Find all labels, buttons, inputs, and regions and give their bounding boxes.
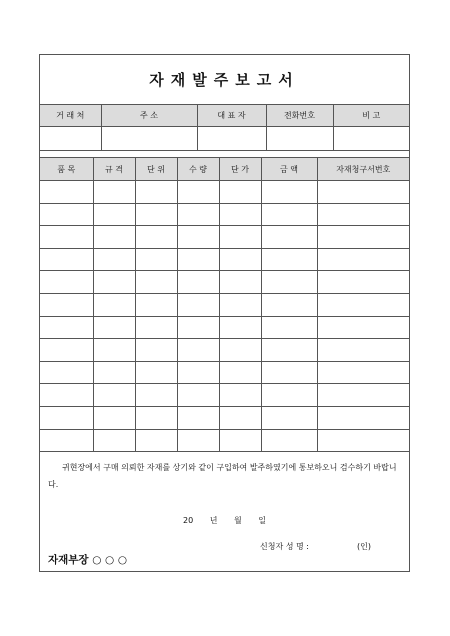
item-cell[interactable] [40,271,93,294]
item-cell[interactable] [219,429,261,452]
item-cell[interactable] [135,248,177,271]
item-cell[interactable] [177,361,219,384]
table-row [40,384,409,407]
table-row [40,339,409,362]
item-cell[interactable] [219,293,261,316]
phone-header-cell: 전화번호 [266,105,333,127]
item-cell[interactable] [261,293,317,316]
materials-chief-label: 자재부장 ○ ○ ○ [48,554,128,566]
item-cell[interactable] [219,339,261,362]
item-cell[interactable] [135,271,177,294]
item-cell[interactable] [317,429,409,452]
item-cell[interactable] [317,339,409,362]
item-cell[interactable] [177,226,219,249]
table-row [40,429,409,452]
item-cell[interactable] [219,248,261,271]
item-cell[interactable] [261,248,317,271]
table-row [40,361,409,384]
representative-header-cell: 대 표 자 [197,105,266,127]
spec-header-cell: 규 격 [93,158,135,181]
item-cell[interactable] [261,384,317,407]
item-cell[interactable] [177,384,219,407]
item-cell[interactable] [177,181,219,204]
vendor-table [40,105,409,151]
table-row [40,248,409,271]
vendor-header-cell: 거 래 처 [40,105,101,127]
item-cell[interactable] [177,248,219,271]
item-cell[interactable] [40,316,93,339]
item-cell[interactable] [93,316,135,339]
table-row [40,203,409,226]
remarks-header-cell: 비 고 [333,105,409,127]
item-cell[interactable] [93,406,135,429]
date-line: 20 년 월 일 [183,516,266,525]
item-cell[interactable] [219,406,261,429]
unit-price-header-cell: 단 가 [219,158,261,181]
item-cell[interactable] [135,339,177,362]
item-cell[interactable] [135,226,177,249]
page-title: 자재발주보고서 [40,55,409,105]
item-cell[interactable] [93,203,135,226]
table-row [40,271,409,294]
remarks-value-cell[interactable] [333,127,409,151]
item-cell[interactable] [261,429,317,452]
item-cell[interactable] [261,181,317,204]
item-cell[interactable] [317,181,409,204]
item-cell[interactable] [177,293,219,316]
item-cell[interactable] [40,203,93,226]
item-cell[interactable] [219,226,261,249]
item-cell[interactable] [135,384,177,407]
item-cell[interactable] [93,384,135,407]
item-cell[interactable] [93,429,135,452]
item-cell[interactable] [219,181,261,204]
item-cell[interactable] [93,271,135,294]
unit-header-cell: 단 위 [135,158,177,181]
item-cell[interactable] [261,361,317,384]
representative-value-cell[interactable] [197,127,266,151]
vendor-value-cell[interactable] [40,127,101,151]
item-cell[interactable] [177,406,219,429]
item-cell[interactable] [177,429,219,452]
item-cell[interactable] [317,361,409,384]
signer-line [260,541,371,552]
items-header-row [40,158,409,181]
item-cell[interactable] [135,361,177,384]
item-cell[interactable] [93,248,135,271]
address-value-cell[interactable] [101,127,197,151]
item-cell[interactable] [219,361,261,384]
item-cell[interactable] [219,316,261,339]
item-cell[interactable] [317,203,409,226]
item-cell[interactable] [135,293,177,316]
item-cell[interactable] [135,316,177,339]
item-cell[interactable] [40,248,93,271]
table-row [40,181,409,204]
item-cell[interactable] [135,181,177,204]
item-cell[interactable] [177,316,219,339]
item-cell[interactable] [40,361,93,384]
item-cell[interactable] [93,181,135,204]
requisition-number-header-cell: 자재청구서번호 [317,158,409,181]
item-cell[interactable] [93,339,135,362]
item-cell[interactable] [40,181,93,204]
item-cell[interactable] [219,203,261,226]
signer-label: 신청자 성 명 : [260,542,309,551]
item-cell[interactable] [40,384,93,407]
item-cell[interactable] [317,384,409,407]
table-row [40,293,409,316]
item-cell[interactable] [40,429,93,452]
item-cell[interactable] [177,203,219,226]
phone-value-cell[interactable] [266,127,333,151]
item-cell[interactable] [177,339,219,362]
item-cell[interactable] [219,271,261,294]
table-row [40,406,409,429]
item-cell[interactable] [40,339,93,362]
item-cell[interactable] [219,384,261,407]
item-cell[interactable] [93,361,135,384]
item-cell[interactable] [135,203,177,226]
item-cell[interactable] [317,293,409,316]
item-cell[interactable] [317,406,409,429]
item-cell[interactable] [317,316,409,339]
item-cell[interactable] [261,406,317,429]
vendor-value-row [40,127,409,151]
items-table [40,157,409,452]
item-cell[interactable] [261,203,317,226]
amount-header-cell: 금 액 [261,158,317,181]
item-cell[interactable] [317,226,409,249]
item-cell[interactable] [135,406,177,429]
item-cell[interactable] [93,226,135,249]
seal-mark: (인) [356,542,371,551]
item-cell[interactable] [261,271,317,294]
table-row [40,316,409,339]
item-name-header-cell: 품 목 [40,158,93,181]
notice-text: 귀현장에서 구매 의뢰한 자재를 상기와 같이 구입하여 발주하였기에 통보하오니 검수하기 바랍니다. [48,463,397,489]
item-cell[interactable] [261,226,317,249]
item-cell[interactable] [177,271,219,294]
quantity-header-cell: 수 량 [177,158,219,181]
purchase-order-form [39,54,410,572]
item-cell[interactable] [40,293,93,316]
item-cell[interactable] [261,316,317,339]
item-cell[interactable] [93,293,135,316]
item-cell[interactable] [135,429,177,452]
item-cell[interactable] [261,339,317,362]
item-cell[interactable] [40,406,93,429]
vendor-header-row [40,105,409,127]
item-cell[interactable] [40,226,93,249]
item-cell[interactable] [317,248,409,271]
item-cell[interactable] [317,271,409,294]
table-row [40,226,409,249]
address-header-cell: 주 소 [101,105,197,127]
